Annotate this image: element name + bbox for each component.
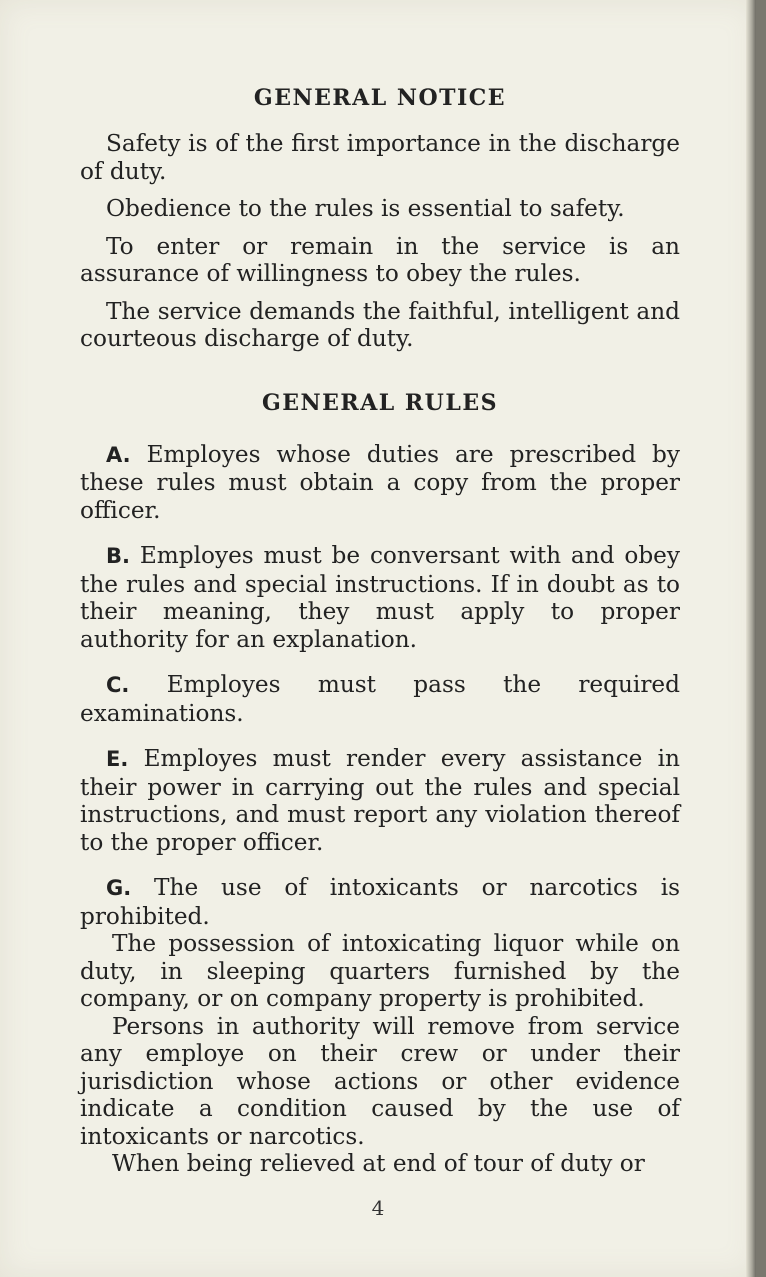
- rule-b-text: Employes must be conversant with and obey the rules and special instructions. If in doubt as to their meaning, they must apply to proper authority for an explanation.: [80, 542, 680, 653]
- rule-c-text: Employes must pass the required examinations.: [80, 671, 680, 727]
- rule-e: [80, 745, 680, 856]
- notice-paragraph-2: Obedience to the rules is essential to safety.: [106, 195, 625, 222]
- notice-paragraph-4: The service demands the faithful, intelligent and courteous discharge of duty.: [80, 297, 680, 352]
- rule-e-text: Employes must render every assistance in their power in carrying out the rules and special instructions, and must report any violation thereof to the proper officer.: [80, 745, 680, 856]
- rule-c: [80, 671, 680, 727]
- general-notice-title: GENERAL NOTICE: [253, 85, 507, 111]
- page-number: 4: [371, 1196, 385, 1220]
- rule-g: [80, 874, 680, 930]
- rule-g-letter: G.: [106, 876, 132, 900]
- rule-a-letter: A.: [106, 442, 131, 467]
- general-notice-section: [80, 78, 680, 353]
- general-rules-title: GENERAL RULES: [261, 389, 498, 416]
- rule-g-paragraph-1: The possession of intoxicating liquor while on duty, in sleeping quarters furnished by the company, or on company property is prohibited.: [80, 930, 680, 1012]
- rule-c-letter: C.: [106, 673, 130, 697]
- general-rules-section: [80, 383, 680, 1178]
- notice-paragraph-3: To enter or remain in the service is an assurance of willingness to obey the rules.: [80, 232, 680, 287]
- page-content: [80, 78, 680, 1178]
- notice-paragraph-1: Safety is of the first importance in the discharge of duty.: [80, 130, 680, 185]
- rule-b: [80, 542, 680, 653]
- rule-g-paragraph-2: Persons in authority will remove from service any employe on their crew or under their jurisdiction whose actions or other evidence indicate a condition caused by the use of intoxicants or narcotics.: [80, 1012, 680, 1150]
- rule-e-letter: E.: [106, 747, 129, 771]
- rule-a: [80, 441, 680, 525]
- rule-g-text: The use of intoxicants or narcotics is prohibited.: [80, 874, 681, 930]
- rule-g-paragraph-3: When being relieved at end of tour of duty or: [112, 1150, 645, 1177]
- rule-a-text: Employes whose duties are prescribed by these rules must obtain a copy from the proper officer.: [80, 440, 680, 524]
- page-edge: [746, 0, 756, 1277]
- rule-b-letter: B.: [106, 544, 130, 568]
